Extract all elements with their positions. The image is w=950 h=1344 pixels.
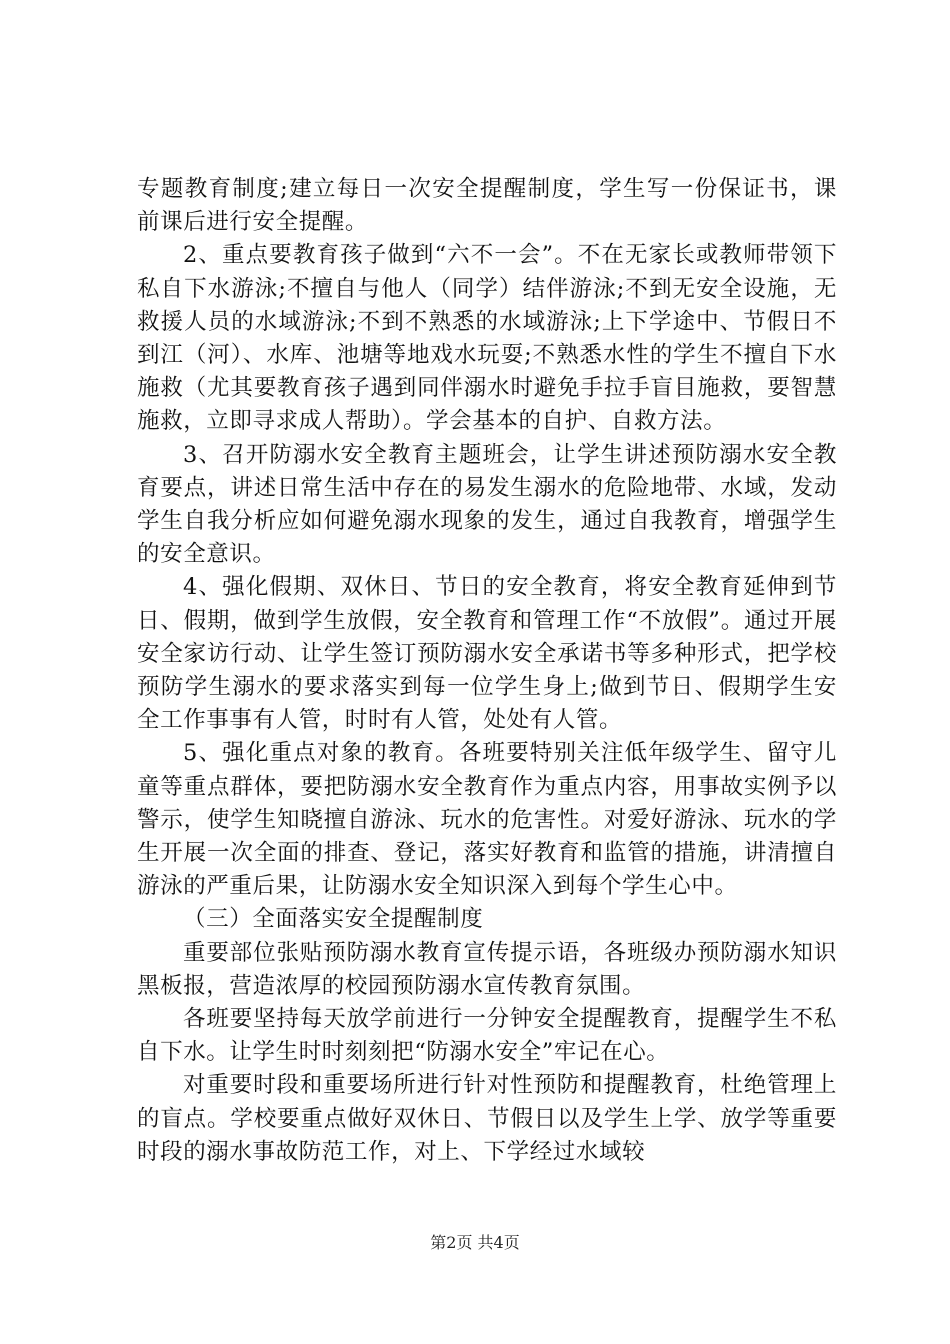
paragraph-item-3: 3、召开防溺水安全教育主题班会，让学生讲述预防溺水安全教育要点，讲述日常生活中存在的易发生溺水的危险地带、水域，发动学生自我分析应如何避免溺水现象的发生，通过自我教育，增强学生的安全意识。 (137, 441, 837, 568)
document-body (137, 173, 837, 1169)
page-number-footer: 第2页 共4页 (430, 1233, 520, 1252)
section-heading: （三）全面落实安全提醒制度 (183, 906, 484, 933)
paragraph-continuation: 专题教育制度;建立每日一次安全提醒制度，学生写一份保证书，课前课后进行安全提醒。 (137, 176, 837, 236)
paragraph-item-2: 2、重点要教育孩子做到“六不一会”。不在无家长或教师带领下私自下水游泳;不擅自与他人（同学）结伴游泳;不到无安全设施，无救援人员的水域游泳;不到不熟悉的水域游泳;上下学途中、节假日不到江（河）、水库、池塘等地戏水玩耍;不熟悉水性的学生不擅自下水施救（尤其要教育孩子遇到同伴溺水时避免手拉手盲目施救，要智慧施救，立即寻求成人帮助）。学会基本的自护、自救方法。 (137, 242, 837, 435)
paragraph-item-4: 4、强化假期、双休日、节日的安全教育，将安全教育延伸到节日、假期，做到学生放假，安全教育和管理工作“不放假”。通过开展安全家访行动、让学生签订预防溺水安全承诺书等多种形式，把学校预防学生溺水的要求落实到每一位学生身上;做到节日、假期学生安全工作事事有人管，时时有人管，处处有人管。 (137, 574, 837, 734)
paragraph-posters: 重要部位张贴预防溺水教育宣传提示语，各班级办预防溺水知识黑板报，营造浓厚的校园预防溺水宣传教育氛围。 (137, 939, 837, 999)
paragraph-daily-reminder: 各班要坚持每天放学前进行一分钟安全提醒教育，提醒学生不私自下水。让学生时时刻刻把“防溺水安全”牢记在心。 (137, 1006, 837, 1066)
paragraph-key-periods: 对重要时段和重要场所进行针对性预防和提醒教育，杜绝管理上的盲点。学校要重点做好双休日、节假日以及学生上学、放学等重要时段的溺水事故防范工作，对上、下学经过水域较 (137, 1072, 837, 1165)
paragraph-item-5: 5、强化重点对象的教育。各班要特别关注低年级学生、留守儿童等重点群体，要把防溺水安全教育作为重点内容，用事故实例予以警示，使学生知晓擅自游泳、玩水的危害性。对爱好游泳、玩水的学生开展一次全面的排查、登记，落实好教育和监管的措施，讲清擅自游泳的严重后果，让防溺水安全知识深入到每个学生心中。 (137, 740, 837, 900)
